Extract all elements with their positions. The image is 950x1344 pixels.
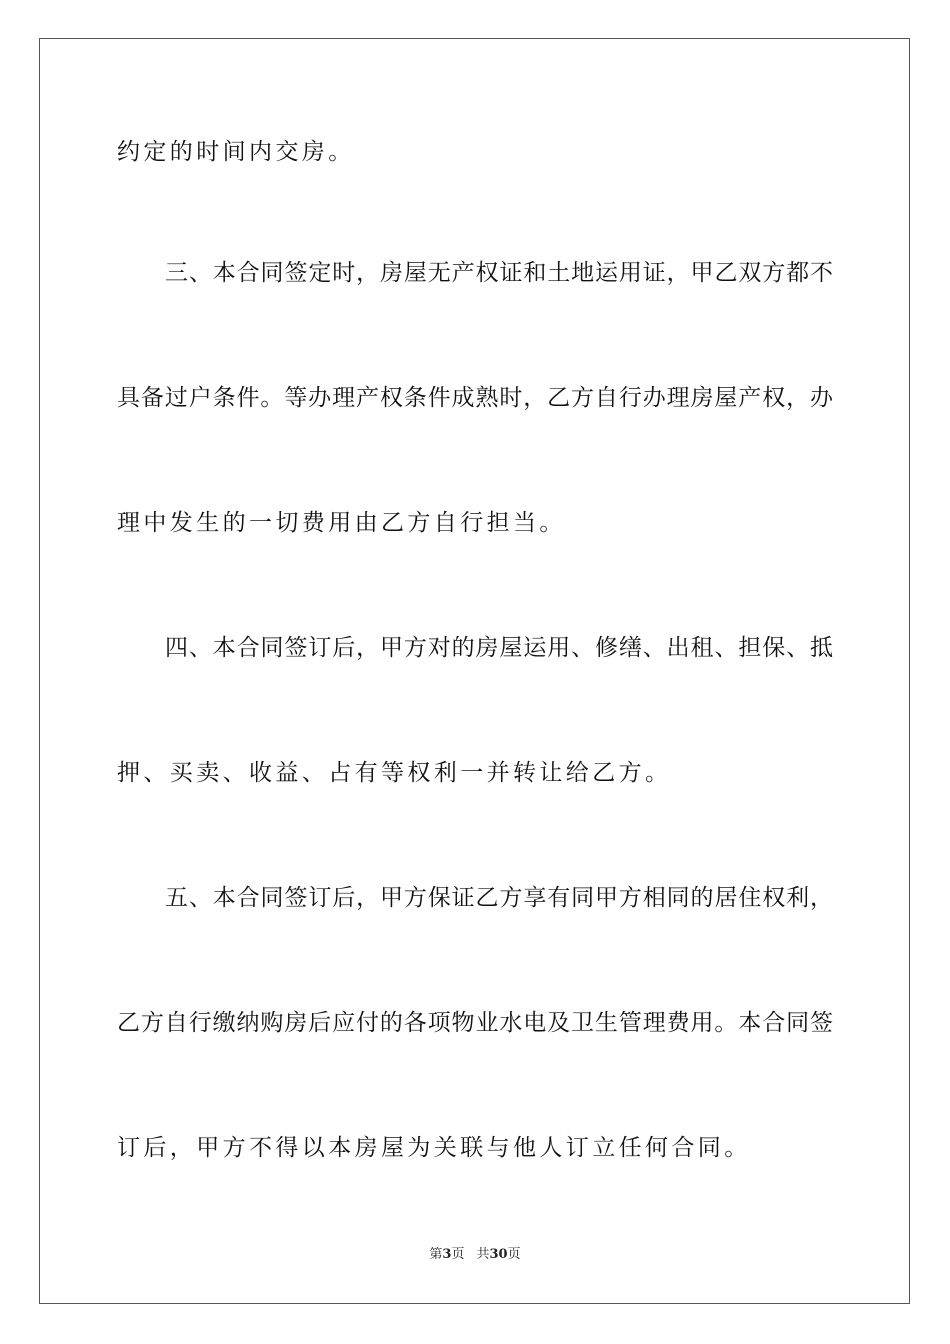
body-line-3: 具备过户条件。等办理产权条件成熟时，乙方自行办理房屋产权，办 [117, 385, 833, 411]
body-line-7: 五、本合同签订后，甲方保证乙方享有同甲方相同的居住权利， [165, 885, 833, 911]
body-line-4: 理中发生的一切费用由乙方自行担当。 [117, 510, 566, 536]
footer-total-number: 30 [489, 1247, 508, 1262]
page-border [39, 38, 910, 1304]
footer-page-suffix: 页 [451, 1247, 465, 1262]
footer-total-suffix: 页 [507, 1247, 521, 1262]
body-line-5: 四、本合同签订后，甲方对的房屋运用、修缮、出租、担保、抵 [165, 635, 833, 661]
body-line-2: 三、本合同签定时，房屋无产权证和土地运用证，甲乙双方都不 [165, 260, 833, 286]
page-footer [0, 1246, 950, 1264]
footer-page-number: 3 [442, 1247, 452, 1262]
footer-total-prefix: 共 [476, 1247, 490, 1262]
body-line-8: 乙方自行缴纳购房后应付的各项物业水电及卫生管理费用。本合同签 [117, 1010, 833, 1036]
footer-page-prefix: 第 [429, 1247, 443, 1262]
body-line-6: 押、买卖、收益、占有等权利一并转让给乙方。 [117, 760, 672, 786]
body-line-1: 约定的时间内交房。 [117, 139, 355, 165]
body-line-9: 订后，甲方不得以本房屋为关联与他人订立任何合同。 [117, 1135, 751, 1161]
